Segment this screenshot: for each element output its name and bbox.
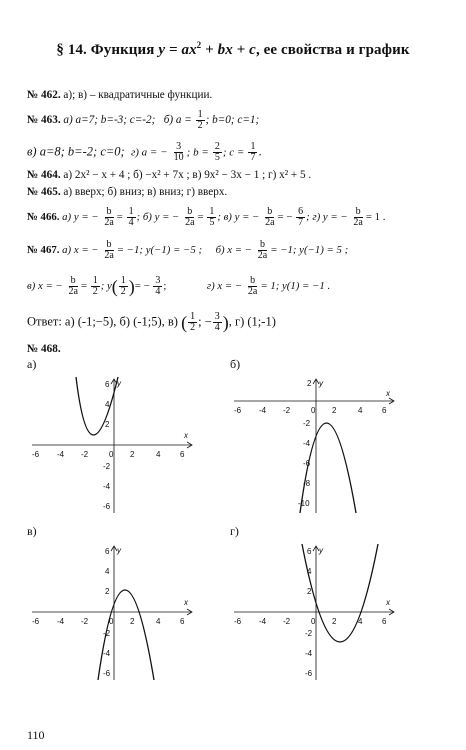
problem-text: а) x = − <box>59 243 99 256</box>
y-tick-label: 6 <box>105 547 110 556</box>
x-tick-label: -2 <box>283 406 291 415</box>
title-formula-tail: + bx + c <box>201 42 256 58</box>
x-tick-label: 2 <box>332 617 337 626</box>
problem-number: № 468. <box>27 343 61 355</box>
x-tick-label: 4 <box>358 617 363 626</box>
x-tick-label: 6 <box>382 617 387 626</box>
problem-number: № 467. <box>27 243 60 256</box>
y-tick-label: 4 <box>307 567 312 576</box>
problem-text: а) y = − <box>59 210 99 223</box>
problem-number: № 464. <box>27 169 61 181</box>
x-tick-label: -4 <box>57 450 65 459</box>
x-tick-label: -6 <box>234 406 242 415</box>
problem-text: ; b = <box>186 146 209 159</box>
problem-text: ; b=0; c=1; <box>205 114 260 127</box>
problem-text: ; г) y = − <box>306 210 348 223</box>
sublabel-b: б) <box>230 357 241 371</box>
graph-b <box>232 375 397 515</box>
fraction: $\frac{b}{2a}$ <box>247 275 258 297</box>
x-tick-label: -4 <box>57 617 65 626</box>
title-rest: , ее свойства и график <box>255 42 410 58</box>
parabola-curve <box>76 377 118 435</box>
x-tick-label: -6 <box>234 617 242 626</box>
fraction: $\frac{2}{5}$ <box>214 141 220 163</box>
y-tick-label: -6 <box>305 669 313 678</box>
problem-text: ; c = <box>222 146 245 159</box>
problem-number: № 465. <box>27 186 61 198</box>
parabola-curve <box>302 544 378 642</box>
problem-text: а) 2x² − x + 4 ; б) −x² + 7x ; в) 9x² − 3x − 1 ; г) x² + 5 . <box>60 169 312 181</box>
axes <box>32 546 192 680</box>
x-tick-label: 2 <box>130 617 135 626</box>
problem-text: б) x = − <box>215 243 253 256</box>
fraction: $\frac{6}{7}$ <box>298 206 304 228</box>
fraction: $\frac{1}{7}$ <box>250 141 256 163</box>
answer-467: Ответ: а) (-1;−5), б) (-1;5), в) ( $\frac{1}{2}$ ; − $\frac{3}{4}$ ), г) (1;-1) <box>27 311 276 333</box>
problem-number: № 466. <box>27 210 60 223</box>
problem-text: = 1; y(1) = −1 . <box>260 279 331 292</box>
y-tick-label: -4 <box>305 649 313 658</box>
fraction: $\frac{b}{2a}$ <box>265 206 275 228</box>
problem-468 <box>27 342 61 356</box>
fraction: $\frac{b}{2a}$ <box>104 239 114 261</box>
y-axis-label: y <box>117 546 121 555</box>
problem-text: . <box>258 144 262 159</box>
problem-number: № 463. <box>27 114 61 127</box>
y-tick-label: 2 <box>307 587 312 596</box>
fraction: $\frac{1}{5}$ <box>209 206 215 228</box>
fraction: $\frac{1}{2}$ <box>92 275 98 297</box>
graph-v <box>30 542 195 682</box>
y-tick-label: 6 <box>105 380 110 389</box>
problem-text: а); в) – квадратичные функции. <box>60 89 213 101</box>
y-tick-label: -2 <box>103 462 111 471</box>
y-tick-label: -4 <box>103 482 111 491</box>
y-axis-label: y <box>319 379 323 388</box>
x-tick-label: 0 <box>311 406 316 415</box>
graph-g <box>232 542 397 682</box>
y-tick-label: -6 <box>103 502 111 511</box>
problem-text: = −1; y(−1) = −5 ; <box>116 243 203 256</box>
problem-text: г) x = − <box>206 279 243 292</box>
y-tick-label: 2 <box>105 420 110 429</box>
x-tick-label: 6 <box>382 406 387 415</box>
fraction: $\frac{b}{2a}$ <box>353 206 363 228</box>
x-tick-label: 2 <box>332 406 337 415</box>
y-tick-label: -10 <box>298 499 310 508</box>
y-tick-label: -2 <box>103 629 111 638</box>
fraction: $\frac{b}{2a}$ <box>68 275 78 297</box>
x-tick-label: -4 <box>259 617 267 626</box>
fraction: $\frac{3}{10}$ <box>173 141 184 163</box>
x-tick-label: 4 <box>358 406 363 415</box>
fraction: $\frac{1}{2}$ <box>190 311 196 333</box>
x-tick-label: -2 <box>81 450 89 459</box>
sublabel-g: г) <box>230 524 239 538</box>
title-formula: y = ax <box>158 42 197 58</box>
y-tick-label: 6 <box>307 547 312 556</box>
problem-466: № 466. а) y = − $\frac{b}{2a}$ = $\frac{1}{4}$ ; б) y = − $\frac{b}{2a}$ = $\frac{1}{5}$ ; в) y = − $\frac{b}{2a}$ = − $\frac{6}{7}$ ; г) y = − $\frac{b}{2a}$ = 1 . <box>27 206 386 228</box>
fraction: $\frac{3}{4}$ <box>214 311 220 333</box>
fraction: $\frac{1}{2}$ <box>197 109 203 131</box>
y-tick-label: 2 <box>105 587 110 596</box>
x-tick-label: 6 <box>180 617 185 626</box>
y-tick-label: -6 <box>103 669 111 678</box>
y-axis-label: y <box>117 379 121 388</box>
x-tick-label: 2 <box>130 450 135 459</box>
x-tick-label: 6 <box>180 450 185 459</box>
problem-text: ; в) y = − <box>217 210 260 223</box>
x-tick-label: -6 <box>32 450 40 459</box>
fraction: $\frac{3}{4}$ <box>155 275 161 297</box>
y-tick-label: -2 <box>305 629 313 638</box>
y-tick-label: -6 <box>303 459 311 468</box>
problem-465 <box>27 185 227 199</box>
problem-463-cont <box>27 142 262 163</box>
x-tick-label: 4 <box>156 617 161 626</box>
x-tick-label: 0 <box>109 617 114 626</box>
problem-text: = −1; y(−1) = 5 ; <box>270 243 349 256</box>
problem-464 <box>27 168 311 182</box>
x-tick-label: 0 <box>109 450 114 459</box>
problem-462 <box>27 88 212 102</box>
sublabel-v: в) <box>27 524 37 538</box>
x-axis-label: x <box>184 598 188 607</box>
y-tick-label: -4 <box>303 439 311 448</box>
y-tick-label: 2 <box>307 379 312 388</box>
problem-467-cont: в) x = − $\frac{b}{2a}$ = $\frac{1}{2}$ ; y( $\frac{1}{2}$ )= − $\frac{3}{4}$ ; г) x = − $\frac{b}{2a}$ = 1; y(1) = −1 . <box>27 275 331 297</box>
x-tick-label: -6 <box>32 617 40 626</box>
problem-text: а) вверх; б) вниз; в) вниз; г) вверх. <box>60 186 228 198</box>
sublabel-a: а) <box>27 357 37 371</box>
answer-text: , г) (1;-1) <box>228 314 276 329</box>
page-number: 110 <box>27 728 45 742</box>
problem-467 <box>27 240 348 261</box>
x-axis-label: x <box>386 598 390 607</box>
graph-a <box>30 375 195 515</box>
problem-text: в) a=8; b=-2; c=0; <box>27 144 125 159</box>
y-tick-label: -2 <box>303 419 311 428</box>
y-axis-label: y <box>319 546 323 555</box>
fraction: $\frac{1}{2}$ <box>120 275 126 297</box>
problem-text: г) a = − <box>130 146 168 159</box>
answer-text: Ответ: а) (-1;−5), б) (-1;5), в) <box>27 314 178 329</box>
problem-463 <box>27 110 259 131</box>
x-tick-label: -2 <box>81 617 89 626</box>
problem-text: б) a = <box>163 114 192 127</box>
x-axis-label: x <box>386 389 390 398</box>
problem-text: в) x = − <box>27 279 63 292</box>
problem-number: № 462. <box>27 89 61 101</box>
fraction: $\frac{b}{2a}$ <box>257 239 268 261</box>
fraction: $\frac{1}{4}$ <box>128 206 134 228</box>
x-tick-label: 4 <box>156 450 161 459</box>
x-axis-label: x <box>184 431 188 440</box>
section-title: § 14. Функция $y = ax^2$ + bx + c, ее свойства и график <box>56 40 410 58</box>
y-tick-label: -8 <box>303 479 311 488</box>
y-tick-label: 4 <box>105 400 110 409</box>
x-tick-label: 0 <box>311 617 316 626</box>
problem-text: ; б) y = − <box>136 210 180 223</box>
x-tick-label: -4 <box>259 406 267 415</box>
axes <box>234 546 394 680</box>
axes <box>234 379 394 513</box>
y-tick-label: 4 <box>105 567 110 576</box>
fraction: $\frac{b}{2a}$ <box>104 206 114 228</box>
x-tick-label: -2 <box>283 617 291 626</box>
problem-text: а) a=7; b=-3; c=-2; <box>60 114 156 127</box>
y-tick-label: -4 <box>103 649 111 658</box>
fraction: $\frac{b}{2a}$ <box>185 206 195 228</box>
title-text: § 14. Функция <box>56 42 159 58</box>
